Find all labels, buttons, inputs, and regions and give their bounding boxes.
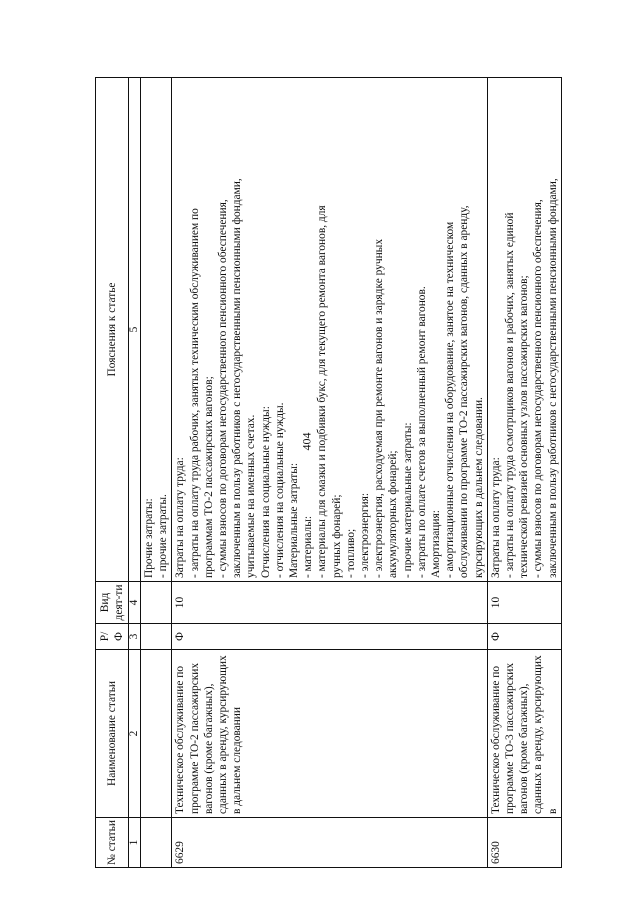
explanation-line: аккумуляторных фонарей; xyxy=(387,450,400,578)
column-number: 4 xyxy=(129,582,141,624)
explanation-line: Прочие затраты: xyxy=(143,498,155,578)
explanation-line: - прочие материальные затраты: xyxy=(401,422,414,578)
column-number: 3 xyxy=(129,624,141,650)
header-article-name: Наименование статьи xyxy=(96,650,129,818)
explanation-cell xyxy=(172,78,487,582)
page-number: 404 xyxy=(299,432,314,451)
rf-cell: Ф xyxy=(172,624,487,650)
explanation-line: заключенным в пользу работников с негосударственными пенсионными фондами, xyxy=(231,178,244,578)
explanation-line: - отчисления на социальные нужды. xyxy=(273,402,286,578)
activity-type-cell: 10 xyxy=(487,582,561,624)
header-rf: Р/ Ф xyxy=(96,624,129,650)
article-name-cell: Техническое обслуживание по программе ТО-3 пассажирских вагонов (кроме багажных), сданных в аренду, курсирующих в xyxy=(487,650,561,818)
article-number-cell: 6629 xyxy=(172,818,487,868)
table-header-row xyxy=(96,78,129,868)
explanation-line: Амортизация: xyxy=(430,510,443,578)
explanation-line: - затраты на оплату труда рабочих, занятых техническим обслуживанием по xyxy=(188,208,201,578)
rf-cell: Ф xyxy=(487,624,561,650)
header-article-number: № статьи xyxy=(96,818,129,868)
explanation-line: - затраты по оплате счетов за выполненный ремонт вагонов. xyxy=(415,286,428,578)
explanation-line: - электроэнергия: xyxy=(359,492,372,578)
explanation-cell xyxy=(141,78,172,582)
article-name-cell xyxy=(141,650,172,818)
explanation-line: - прочие затраты. xyxy=(157,494,170,578)
table-row xyxy=(172,78,487,868)
explanation-line: - материалы: xyxy=(302,515,315,578)
explanation-line: заключенным в пользу работников с негосударственными пенсионными фондами, xyxy=(546,178,559,578)
article-number-cell xyxy=(141,818,172,868)
rotated-table-container xyxy=(95,78,615,868)
explanation-cell xyxy=(487,78,561,582)
explanation-line: - электроэнергия, расходуемая при ремонте вагонов и зарядке ручных xyxy=(373,238,386,578)
column-number-row xyxy=(129,78,141,868)
activity-type-cell: 10 xyxy=(172,582,487,624)
table-row xyxy=(141,78,172,868)
articles-table xyxy=(95,77,562,868)
explanation-line: Отчисления на социальные нужды: xyxy=(259,406,272,578)
explanation-line: - суммы взносов по договорам негосударственного пенсионного обеспечения, xyxy=(217,199,230,578)
article-name-cell: Техническое обслуживание по программе ТО-2 пассажирских вагонов (кроме багажных), сданных в аренду, курсирующих в дальнем следовании xyxy=(172,650,487,818)
explanation-line: технической ревизией основных узлов пассажирских вагонов; xyxy=(518,275,531,578)
explanation-line: - топливо; xyxy=(344,528,357,578)
explanation-line: Материальные затраты: xyxy=(288,462,301,578)
explanation-line: - амортизационные отчисления на оборудование, занятое на техническом xyxy=(444,221,457,578)
header-explanation: Пояснения к статье xyxy=(96,78,129,582)
column-number: 2 xyxy=(129,650,141,818)
header-activity-type: Вид деят-ти xyxy=(96,582,129,624)
activity-type-cell xyxy=(141,582,172,624)
column-number: 1 xyxy=(129,818,141,868)
explanation-line: - материалы для смазки и подбивки букс, для текущего ремонта вагонов, для xyxy=(316,205,329,578)
explanation-line: учитываемые на именных счетах. xyxy=(245,414,258,578)
explanation-line: Затраты на оплату труда: xyxy=(174,457,187,578)
explanation-line: программам ТО-2 пассажирских вагонов; xyxy=(202,376,215,578)
explanation-line: ручных фонарей; xyxy=(330,494,343,578)
article-number-cell: 6630 xyxy=(487,818,561,868)
rf-cell xyxy=(141,624,172,650)
table-row xyxy=(487,78,561,868)
explanation-line: - суммы взносов по договорам негосударственного пенсионного обеспечения, xyxy=(532,199,545,578)
explanation-line: курсирующих в дальнем следовании. xyxy=(472,397,485,578)
explanation-line: - затраты на оплату труда осмотрщиков вагонов и рабочих, занятых единой xyxy=(504,212,517,578)
explanation-line: обслуживании по программе ТО-2 пассажирских вагонов, сданных в аренду, xyxy=(458,205,471,578)
column-number: 5 xyxy=(129,78,141,582)
explanation-line: Затраты на оплату труда: xyxy=(489,457,502,578)
